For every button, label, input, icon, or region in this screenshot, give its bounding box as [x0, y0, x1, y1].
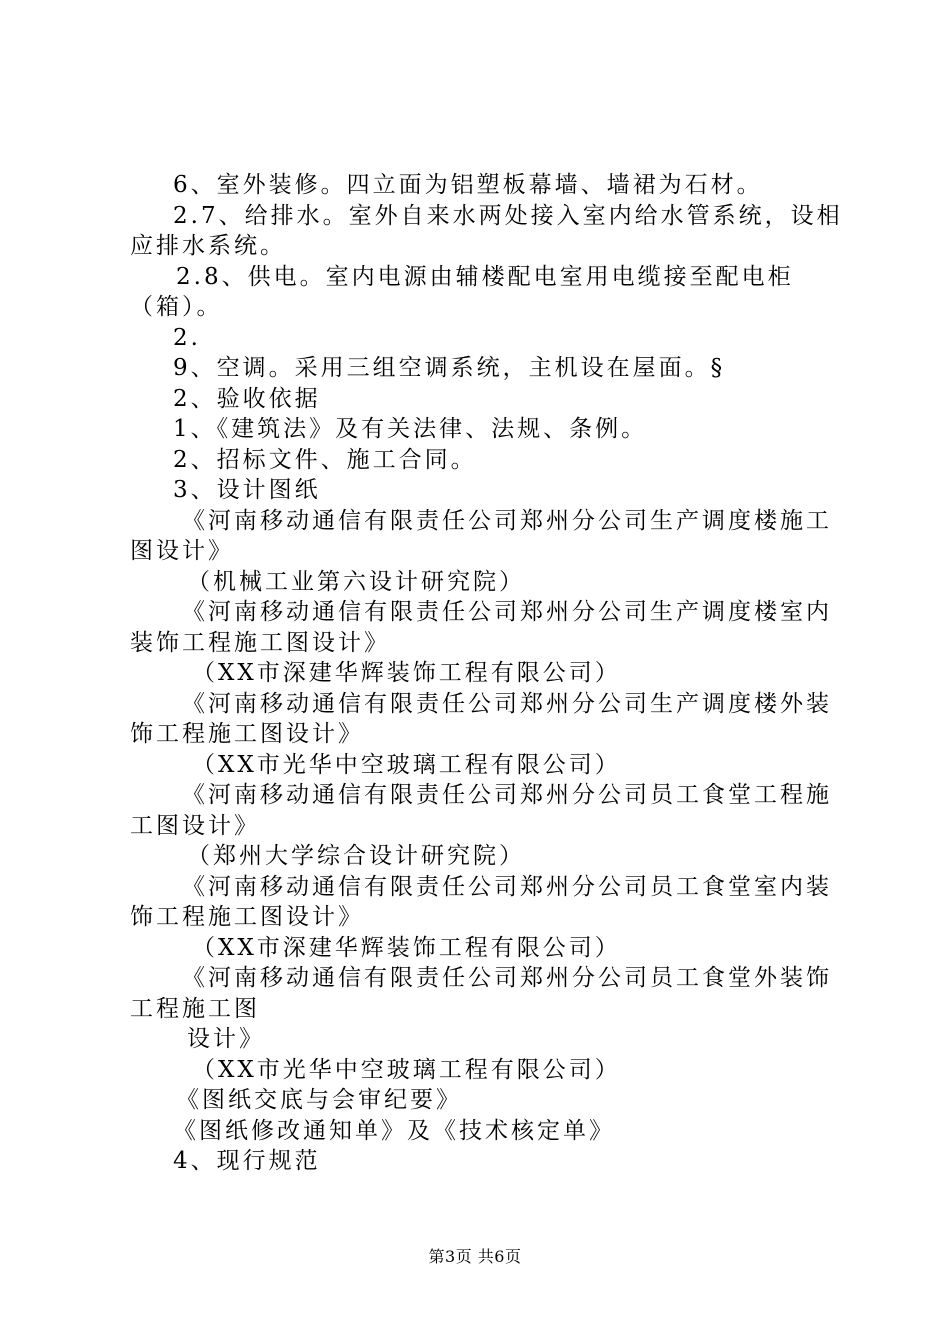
text-line: （郑州大学综合设计研究院） [187, 843, 525, 869]
document-body [130, 170, 843, 1177]
text-line: 2.8、供电。室内电源由辅楼配电室用电缆接至配电柜 [176, 263, 794, 290]
text-line: 2. [173, 324, 201, 351]
text-line: （箱）。 [130, 294, 223, 320]
text-line: 装饰工程施工图设计》 [130, 629, 390, 656]
text-line: 2、招标文件、施工合同。 [173, 446, 477, 473]
text-line: 《图纸修改通知单》及《技术核定单》 [173, 1117, 615, 1144]
text-line: 1、《建筑法》及有关法律、法规、条例。 [173, 416, 648, 442]
text-line: 《河南移动通信有限责任公司郑州分公司生产调度楼外装 [182, 690, 832, 717]
text-line: 应排水系统。 [130, 233, 286, 259]
text-line: （XX市深建华辉装饰工程有限公司） [192, 660, 621, 686]
text-line: 饰工程施工图设计》 [130, 904, 364, 930]
page-number: 第3页 共6页 [428, 1247, 522, 1266]
section-heading: 4、现行规范 [173, 1148, 321, 1174]
text-line: （XX市光华中空玻璃工程有限公司） [192, 751, 621, 778]
text-line: 《河南移动通信有限责任公司郑州分公司员工食堂室内装 [182, 873, 832, 900]
text-line: 《河南移动通信有限责任公司郑州分公司生产调度楼室内 [182, 599, 832, 625]
text-line: 工图设计》 [130, 812, 260, 839]
text-line: 饰工程施工图设计》 [130, 721, 364, 747]
text-line: 图设计》 [130, 538, 234, 564]
text-line: 设计》 [187, 1026, 265, 1052]
text-line: 《河南移动通信有限责任公司郑州分公司生产调度楼施工 [182, 507, 832, 534]
text-line: 9、空调。采用三组空调系统，主机设在屋面。§ [173, 355, 726, 381]
text-line: 3、设计图纸 [173, 477, 321, 503]
text-line: 《河南移动通信有限责任公司郑州分公司员工食堂外装饰 [182, 965, 832, 991]
text-line: （XX市光华中空玻璃工程有限公司） [192, 1056, 621, 1083]
section-heading: 2、验收依据 [173, 385, 321, 412]
text-line: 《河南移动通信有限责任公司郑州分公司员工食堂工程施 [182, 782, 832, 808]
text-line: 工程施工图 [130, 995, 260, 1022]
text-line: （机械工业第六设计研究院） [187, 568, 525, 595]
text-line: （XX市深建华辉装饰工程有限公司） [192, 934, 621, 961]
text-line: 2.7、给排水。室外自来水两处接入室内给水管系统，设相 [173, 202, 843, 229]
text-line: 6、室外装修。四立面为铝塑板幕墙、墙裙为石材。 [173, 172, 763, 198]
text-line: 《图纸交底与会审纪要》 [176, 1087, 462, 1113]
